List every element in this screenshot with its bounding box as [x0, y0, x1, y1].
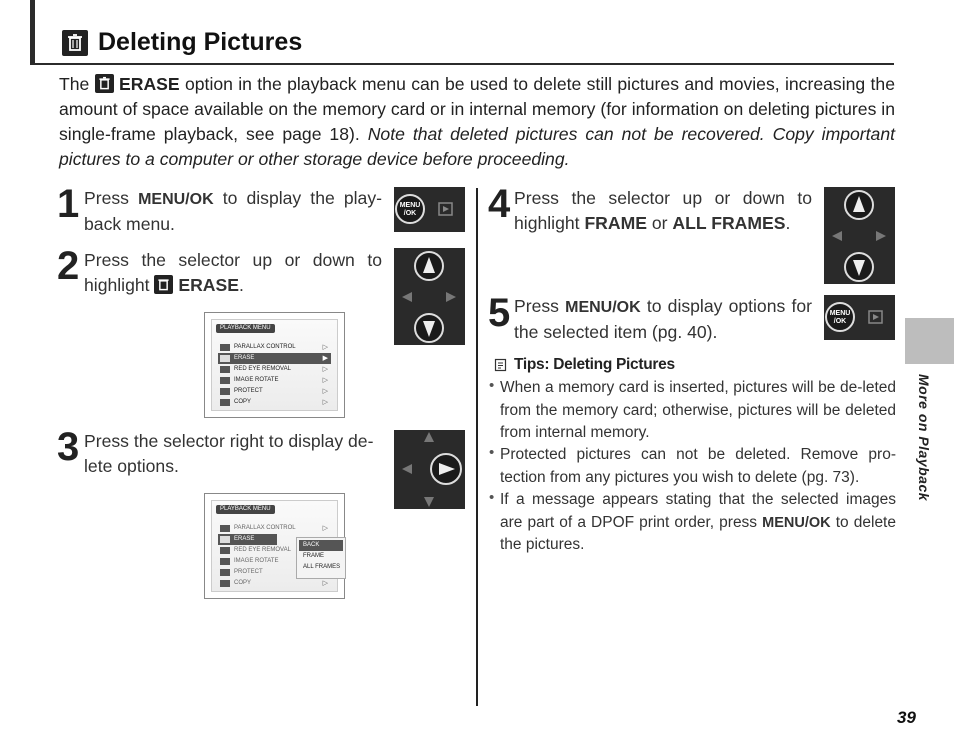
- lcd-menu-item: PARALLAX CONTROL ▷: [218, 342, 331, 353]
- lcd-menu-item: PARALLAX CONTROL ▷: [218, 523, 331, 534]
- bullet: •: [489, 377, 495, 394]
- ok-label: /OK: [403, 210, 417, 217]
- section-label: [918, 374, 932, 524]
- step-1-pre: Press: [84, 188, 139, 208]
- tip-3-pre: If a message appears stating that the selected images are part of a DPOF print order, press: [500, 491, 896, 531]
- step-2-number: 2: [57, 244, 80, 288]
- tips-notepad-icon: [494, 358, 508, 372]
- page-title: [62, 28, 302, 57]
- lcd-menu-item-selected: ERASE ▶: [218, 353, 331, 364]
- tip-2: Protected pictures can not be deleted. Remove pro-tection from any pictures you wish to delete (pg. 73).: [500, 446, 896, 486]
- section-label-text: More on Playback: [916, 374, 932, 502]
- tip-3-post: to delete the pictures.: [500, 513, 896, 553]
- lcd-playback-menu-2: [204, 493, 345, 599]
- intro-paragraph: [59, 72, 895, 172]
- lcd-menu-item: COPY ▷: [218, 578, 331, 589]
- menu-label: MENU: [829, 310, 851, 317]
- lcd-menu-item: IMAGE ROTATE: [218, 556, 331, 567]
- step-4-number: 4: [488, 182, 511, 226]
- menu-ok-key: MENU/OK: [762, 514, 831, 531]
- menu-ok-key: MENU/OK: [565, 299, 641, 316]
- trash-icon: [154, 275, 173, 294]
- trash-icon: [62, 30, 88, 56]
- selector-up-down-icon: [394, 248, 465, 345]
- popup-item-back: BACK: [299, 540, 343, 551]
- step-3-text: Press the selector right to display de-lete options.: [84, 431, 374, 476]
- step-5-pre: Press: [514, 296, 566, 316]
- page-title-text: Deleting Pictures: [98, 28, 303, 56]
- tips-heading: [494, 356, 675, 374]
- header-bar: [30, 0, 35, 64]
- lcd-erase-popup: [296, 537, 346, 579]
- step-1-post: to display the play-back menu.: [84, 188, 382, 234]
- header-rule: [30, 63, 894, 65]
- popup-item-frame: FRAME: [303, 553, 324, 559]
- menu-ok-button-panel: [824, 295, 895, 340]
- lcd-title: PLAYBACK MENU: [216, 324, 275, 333]
- selector-up-down-icon: [824, 187, 895, 284]
- menu-ok-button-icon: [824, 295, 895, 340]
- menu-ok-button-panel: [394, 187, 465, 232]
- step-4-frame: FRAME: [584, 213, 647, 233]
- step-4-or: or: [647, 213, 673, 233]
- step-2-erase: ERASE: [178, 275, 239, 295]
- section-tab: [905, 318, 954, 364]
- popup-item-all-frames: ALL FRAMES: [303, 564, 341, 570]
- lcd-title: PLAYBACK MENU: [216, 505, 275, 514]
- intro-pre: The: [59, 74, 95, 94]
- tip-1: When a memory card is inserted, pictures will be de-leted from the memory card; otherwise, pictures will be deleted from internal memory.: [500, 379, 896, 441]
- lcd-menu-item-selected: ERASE: [218, 534, 277, 545]
- lcd-playback-menu-1: [204, 312, 345, 418]
- menu-label: MENU: [399, 202, 421, 209]
- step-4-post: .: [785, 213, 791, 233]
- selector-right-panel: [394, 430, 465, 509]
- menu-ok-button-icon: [394, 187, 465, 232]
- step-2-pre: Press the selector up or down to highlight: [84, 250, 382, 295]
- selector-up-down-panel: [394, 248, 465, 345]
- selector-right-icon: [394, 430, 465, 509]
- lcd-screen: [211, 319, 338, 411]
- lcd-menu-item: RED EYE REMOVAL ▷: [218, 364, 331, 375]
- lcd-menu-item: PROTECT ▷: [218, 386, 331, 397]
- lcd-menu-item: IMAGE ROTATE ▷: [218, 375, 331, 386]
- lcd-menu-item: COPY ▷: [218, 397, 331, 408]
- intro-note: Note that deleted pictures can not be recovered. Copy important pictures to a computer or other storage device before proceeding.: [59, 124, 896, 169]
- intro-erase: ERASE: [119, 74, 180, 94]
- step-5-post: to display options for the selected item (pg. 40).: [514, 296, 812, 342]
- lcd-screen: [211, 500, 341, 592]
- menu-ok-key: MENU/OK: [138, 191, 214, 208]
- step-3-number: 3: [57, 425, 80, 469]
- step-2-text: [84, 248, 382, 298]
- step-4-text: [514, 186, 812, 236]
- bullet: •: [489, 444, 495, 461]
- intro-mid: option in the playback menu can be used to delete still pictures and movies, increasing the amount of space available on the memory card or in internal memory (for information on deleting pictures in single-frame playback, see page 18).: [59, 74, 895, 144]
- ok-label: /OK: [833, 318, 847, 325]
- step-4-pre: Press the selector up or down to highlight: [514, 188, 812, 233]
- step-4-all-frames: ALL FRAMES: [672, 213, 786, 233]
- column-divider: [476, 188, 478, 706]
- lcd-menu-item: PROTECT: [218, 567, 331, 578]
- bullet: •: [489, 489, 495, 506]
- step-1-text: [84, 186, 382, 237]
- step-5-text: [514, 294, 812, 345]
- step-2-post: .: [238, 275, 244, 295]
- lcd-menu-item: RED EYE REMOVAL: [218, 545, 331, 556]
- selector-up-down-panel: [824, 187, 895, 284]
- tip-3: [500, 489, 896, 557]
- step-5-number: 5: [488, 291, 511, 335]
- step-1-number: 1: [57, 182, 80, 226]
- trash-icon: [95, 74, 114, 93]
- tips-title: Tips: Deleting Pictures: [514, 356, 675, 373]
- page-number: 39: [897, 708, 916, 727]
